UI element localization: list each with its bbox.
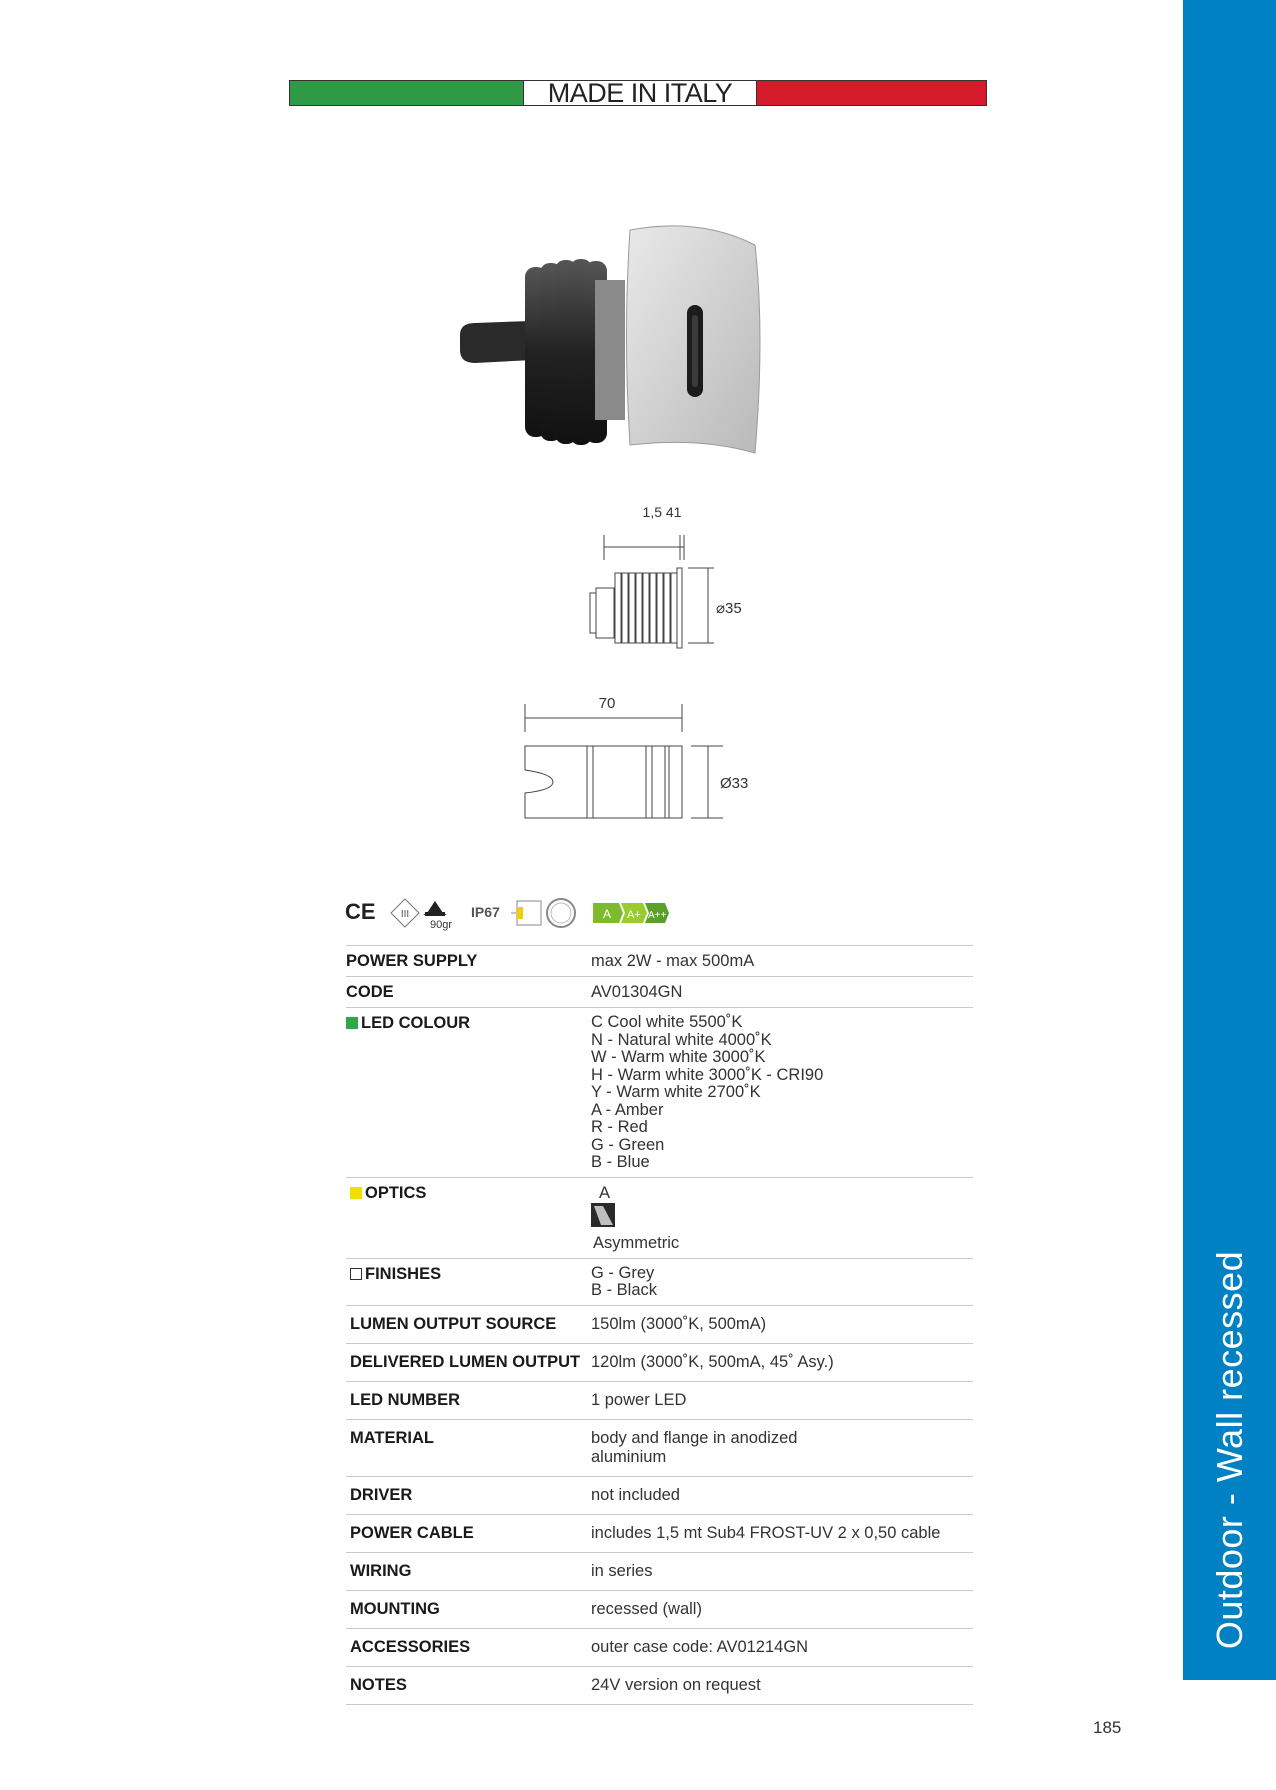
- flag-red-band: [757, 81, 986, 105]
- spec-row-material: [346, 1419, 973, 1476]
- spec-row-driver: [346, 1476, 973, 1514]
- energy-class-a: A: [603, 907, 612, 921]
- drawing1-side-dimension: ⌀35: [716, 600, 742, 617]
- spec-value: AV01304GN: [591, 977, 973, 1008]
- class-iii-icon: [391, 899, 419, 927]
- optics-code: A: [599, 1183, 611, 1202]
- spec-label-cell: [346, 1258, 591, 1305]
- spec-row-led-number: [346, 1381, 973, 1419]
- spec-row-power-supply: [346, 946, 973, 977]
- optics-value: [591, 1177, 973, 1258]
- ce-mark-icon: CE: [345, 899, 376, 924]
- spec-row-led-colour: [346, 1008, 973, 1178]
- drawing2-side-dimension: Ø33: [720, 775, 749, 792]
- led-colour-list: [591, 1008, 973, 1178]
- spec-value: recessed (wall): [591, 1590, 973, 1628]
- spec-row-wiring: [346, 1552, 973, 1590]
- led-source-icon: [511, 901, 541, 925]
- green-square-icon: [346, 1017, 358, 1029]
- empty-square-icon: [350, 1268, 362, 1280]
- list-item: W - Warm white 3000˚K: [591, 1048, 766, 1066]
- banner-text: MADE IN ITALY: [523, 81, 757, 105]
- spec-value: 1 power LED: [591, 1381, 973, 1419]
- ip67-icon: IP67: [471, 904, 500, 920]
- spec-value: in series: [591, 1552, 973, 1590]
- category-sidebar-text-wrap: [1183, 0, 1276, 1680]
- flag-green-band: [290, 81, 523, 105]
- yellow-square-icon: [350, 1187, 362, 1199]
- spec-value: 24V version on request: [591, 1666, 973, 1704]
- asymmetric-optic-icon: [591, 1203, 615, 1227]
- list-item: B - Blue: [591, 1153, 650, 1171]
- spec-label: OPTICS: [365, 1183, 427, 1202]
- list-item: C Cool white 5500˚K: [591, 1013, 743, 1031]
- spec-value: not included: [591, 1476, 973, 1514]
- list-item: Y - Warm white 2700˚K: [591, 1083, 761, 1101]
- spec-row-notes: [346, 1666, 973, 1704]
- spec-value: includes 1,5 mt Sub4 FROST-UV 2 x 0,50 cable: [591, 1514, 973, 1552]
- list-item: G - Grey: [591, 1263, 655, 1282]
- spec-value: max 2W - max 500mA: [591, 946, 973, 977]
- technical-drawing-top-view: [515, 690, 775, 830]
- spec-label: DRIVER: [346, 1476, 591, 1514]
- spec-label: POWER CABLE: [346, 1514, 591, 1552]
- spec-label: DELIVERED LUMEN OUTPUT: [346, 1343, 591, 1381]
- list-item: B - Black: [591, 1281, 658, 1299]
- energy-class-a-plus-plus: A++: [648, 910, 667, 921]
- weight-text: 90gr: [430, 919, 453, 931]
- spec-label: WIRING: [346, 1552, 591, 1590]
- spec-row-lumen-source: [346, 1305, 973, 1343]
- spec-label-cell: [346, 1008, 591, 1178]
- technical-drawing-side-view: [570, 505, 770, 655]
- spec-label: ACCESSORIES: [346, 1628, 591, 1666]
- spec-value: 150lm (3000˚K, 500mA): [591, 1305, 973, 1343]
- spec-row-delivered-lumen: [346, 1343, 973, 1381]
- spec-label-cell: [346, 1177, 591, 1258]
- certification-icons: [345, 893, 705, 933]
- material-line-1: body and flange in anodized: [591, 1428, 798, 1447]
- spec-value: outer case code: AV01214GN: [591, 1628, 973, 1666]
- optics-caption: Asymmetric: [593, 1233, 680, 1252]
- spec-label: POWER SUPPLY: [346, 946, 591, 977]
- spec-value: 120lm (3000˚K, 500mA, 45˚ Asy.): [591, 1343, 973, 1381]
- drawing1-top-dimension: 1,5 41: [642, 505, 682, 520]
- energy-class-icon: [593, 903, 669, 923]
- list-item: H - Warm white 3000˚K - CRI90: [591, 1065, 824, 1084]
- spec-label: LED COLOUR: [361, 1014, 471, 1032]
- spec-row-code: [346, 977, 973, 1008]
- list-item: R - Red: [591, 1118, 648, 1136]
- specifications-table: [346, 945, 973, 1705]
- drawing2-top-dimension: 70: [598, 695, 616, 712]
- spec-row-power-cable: [346, 1514, 973, 1552]
- spec-label: LUMEN OUTPUT SOURCE: [346, 1305, 591, 1343]
- list-item: A - Amber: [591, 1100, 664, 1119]
- page-number: 185: [1093, 1718, 1122, 1737]
- spec-row-accessories: [346, 1628, 973, 1666]
- spec-row-finishes: [346, 1258, 973, 1305]
- ring-icon: [547, 899, 575, 927]
- spec-label: CODE: [346, 977, 591, 1008]
- list-item: G - Green: [591, 1135, 665, 1154]
- spec-label: NOTES: [346, 1666, 591, 1704]
- spec-row-optics: [346, 1177, 973, 1258]
- spec-row-mounting: [346, 1590, 973, 1628]
- energy-class-a-plus: A+: [627, 909, 641, 921]
- finishes-list: [591, 1258, 973, 1305]
- spec-label: MOUNTING: [346, 1590, 591, 1628]
- class-iii-text: III: [400, 909, 410, 920]
- spec-value: [591, 1419, 973, 1476]
- material-line-2: aluminium: [591, 1447, 667, 1466]
- spec-label: FINISHES: [365, 1264, 442, 1283]
- list-item: N - Natural white 4000˚K: [591, 1030, 772, 1049]
- spec-label: LED NUMBER: [346, 1381, 591, 1419]
- category-title: Outdoor - Wall recessed: [1208, 1250, 1250, 1650]
- spec-label: MATERIAL: [346, 1419, 591, 1476]
- product-photo: [455, 215, 815, 465]
- made-in-italy-banner: [289, 77, 987, 108]
- weight-icon: [423, 901, 452, 931]
